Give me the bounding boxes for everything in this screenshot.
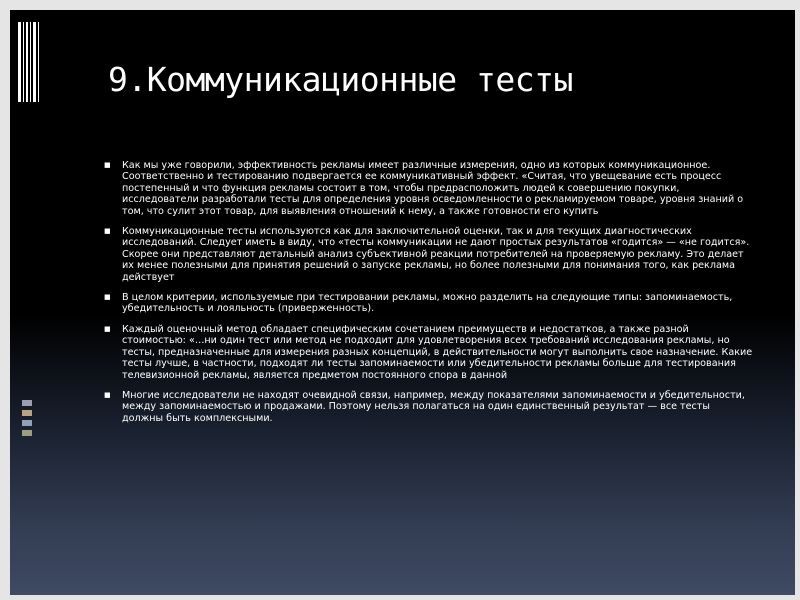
- bullet-square-icon: ■: [104, 390, 111, 399]
- bullet-square-icon: ■: [104, 161, 111, 169]
- decorative-stripes: [18, 22, 40, 102]
- bullet-item: [104, 226, 754, 283]
- bullet-text: Коммуникационные тесты используются как для заключительной оценки, так и для текущих диагностических исследований. Следует иметь в виду, что «тесты коммуникации не дают простых результатов «годится» — «не годится». Скорее они представляют детальный анализ субъективной реакции потребителей на проверяемую рекламу. Это делает их менее полезными для принятия решений о запуске рекламы, но более полезными для понимания того, как реклама действует: [122, 226, 750, 283]
- bullet-item: [104, 324, 754, 381]
- bullet-text: Каждый оценочный метод обладает специфическим сочетанием преимуществ и недостатков, а также разной стоимостью: «…ни один тест или метод не подходит для удовлетворения всех требований исследования рекламы, но тесты, предназначенные для измерения разных концепций, в действительности могут выполнить свое назначение. Какие тесты лучше, в частности, подходят ли тесты запоминаемости или убедительности рекламы больше для тестирования телевизионной рекламы, является предметом постоянного спора в данной: [122, 323, 753, 381]
- bullet-item: [104, 292, 754, 315]
- decorative-color-marks: [22, 400, 32, 440]
- bullet-text: В целом критерии, используемые при тестировании рекламы, можно разделить на следующие типы: запоминаемость, убедительность и лояльность (приверженность).: [122, 292, 733, 315]
- bullet-item: [104, 160, 754, 217]
- bullet-square-icon: ■: [104, 293, 111, 302]
- slide: [10, 10, 795, 595]
- bullet-item: [104, 390, 754, 424]
- bullet-text: Как мы уже говорили, эффективность рекламы имеет различные измерения, одно из которых коммуникационное. Соответственно и тестированию подвергается ее коммуникативный эффект. «Считая, что увещевание есть процесс постепенный и что функция рекламы состоит в том, чтобы предрасположить людей к совершению покупки, исследователи разработали тесты для определения уровня осведомленности о рекламируемом товаре, уровня знаний о том, что сулит этот товар, для выявления отношений к нему, а также готовности его купить: [122, 160, 744, 217]
- slide-title: 9.Коммуникационные тесты: [108, 60, 573, 99]
- bullet-square-icon: ■: [104, 227, 111, 236]
- bullet-text: Многие исследователи не находят очевидной связи, например, между показателями запоминаемости и убедительности, между запоминаемостью и продажами. Поэтому нельзя полагаться на один единственный результат — все тесты должны быть комплексными.: [122, 389, 745, 424]
- bullet-square-icon: ■: [104, 324, 111, 333]
- bullet-list: [104, 160, 754, 433]
